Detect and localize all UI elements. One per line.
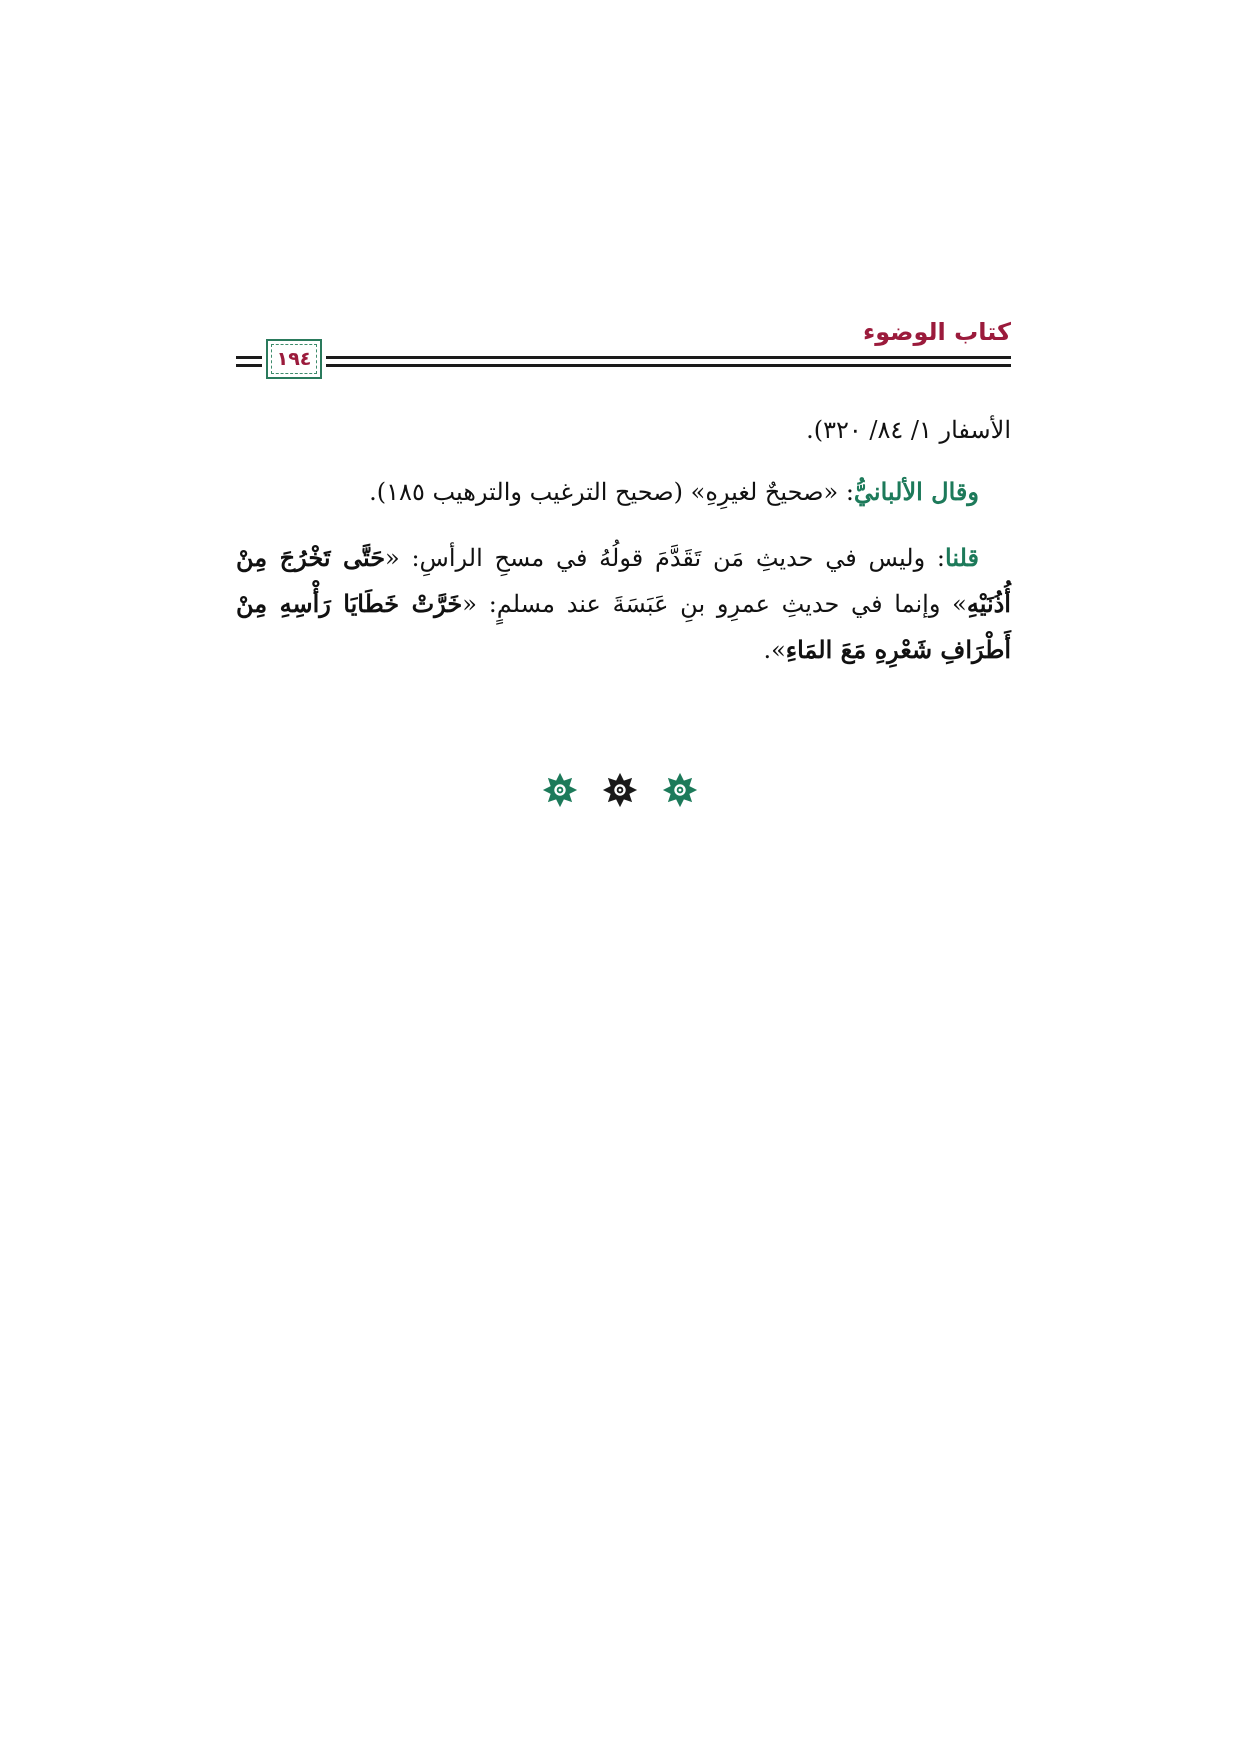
qulna-text-3: ». bbox=[763, 636, 786, 664]
hadith-quote-2: خَرَّتْ خَطَايَا رَأْسِهِ مِنْ أَطْرَافِ شَعْرِهِ مَعَ المَاءِ bbox=[236, 589, 1011, 664]
flower-ornament-icon bbox=[541, 771, 579, 809]
page-number-frame bbox=[266, 339, 322, 379]
qulna-label: قلنا bbox=[945, 543, 980, 572]
header-rule-top bbox=[326, 356, 1011, 359]
page-number: ١٩٤ bbox=[276, 348, 312, 370]
flower-ornament-icon bbox=[661, 771, 699, 809]
albani-text: : «صحيحٌ لغيرِهِ» (صحيح الترغيب والترهيب ١٨٥). bbox=[369, 478, 854, 506]
header-rule-bottom bbox=[326, 364, 1011, 367]
header-rule-stub-top bbox=[236, 356, 262, 359]
hadith-quote-1: حَتَّى تَخْرُجَ مِنْ أُذُنَيْهِ bbox=[236, 543, 1011, 618]
qulna-text-2: » وإنما في حديثِ عمرِو بنِ عَبَسَةَ عند مسلمٍ: « bbox=[462, 590, 967, 618]
page-header bbox=[236, 318, 1011, 386]
book-title: كتاب الوضوء bbox=[862, 318, 1011, 346]
qulna-paragraph bbox=[236, 535, 1011, 673]
qulna-text-1: : وليس في حديثِ مَن تَقَدَّمَ قولُهُ في مسحِ الرأسِ: « bbox=[385, 544, 946, 572]
flower-ornament-icon bbox=[601, 771, 639, 809]
header-rule-stub-bottom bbox=[236, 364, 262, 367]
section-divider-ornaments bbox=[0, 771, 1240, 811]
albani-paragraph bbox=[236, 469, 1011, 515]
page-body bbox=[236, 408, 1011, 673]
reference-line: الأسفار ١/ ٨٤/ ٣٢٠). bbox=[806, 416, 1011, 444]
albani-label: وقال الألبانيُّ bbox=[853, 477, 979, 506]
